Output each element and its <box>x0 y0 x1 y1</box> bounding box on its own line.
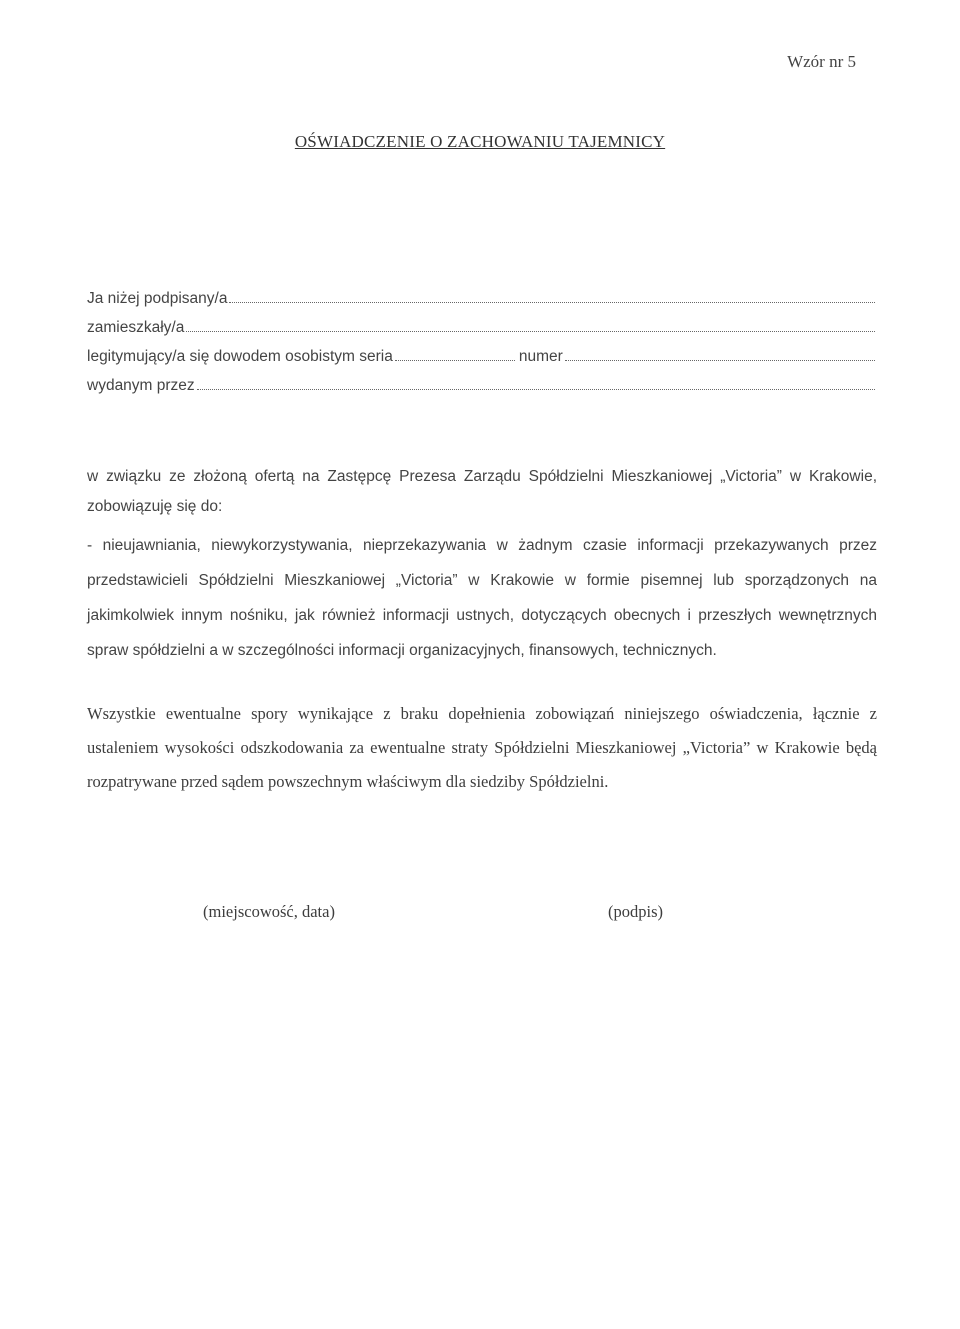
commitment-intro-paragraph: w związku ze złożoną ofertą na Zastępcę Prezesa Zarządu Spółdzielni Mieszkaniowej „Victoria” w Krakowie, zobowiązuję się do: <box>87 468 877 515</box>
residence-field-label: zamieszkały/a <box>87 319 185 336</box>
document-title: OŚWIADCZENIE O ZACHOWANIU TAJEMNICY <box>294 132 666 151</box>
template-label: Wzór nr 5 <box>787 52 856 71</box>
id-number-fill-line <box>565 359 875 361</box>
issued-by-field-line <box>87 377 875 406</box>
signature-label: (podpis) <box>608 902 663 921</box>
id-series-fill-line <box>395 359 515 361</box>
id-number-field-label: numer <box>518 348 563 365</box>
name-fill-line <box>229 301 875 303</box>
disputes-paragraph: Wszystkie ewentualne spory wynikające z braku dopełnienia zobowiązań niniejszego oświadczenia, łącznie z ustaleniem wysokości odszkodowania za ewentualne straty Spółdzielni Mieszkaniowej „Victoria” w Krakowie będą rozpatrywane przed sądem powszechnym właściwym dla siedziby Spółdzielni. <box>87 704 877 791</box>
id-series-field-label: legitymujący/a się dowodem osobistym seria <box>87 348 393 365</box>
confidentiality-obligation-paragraph: - nieujawniania, niewykorzystywania, nieprzekazywania w żadnym czasie informacji przekazywanych przez przedstawicieli Spółdzielni Mieszkaniowej „Victoria” w Krakowie w formie pisemnej lub sporządzonych na jakimkolwiek innym nośniku, jak również informacji ustnych, dotyczących obecnych i przeszłych wewnętrznych spraw spółdzielni a w szczególności informacji organizacyjnych, finansowych, technicznych. <box>87 537 877 659</box>
personal-data-fields <box>87 290 875 406</box>
issued-by-fill-line <box>197 388 875 390</box>
issued-by-field-label: wydanym przez <box>87 377 195 394</box>
name-field-label: Ja niżej podpisany/a <box>87 290 228 307</box>
name-field-line <box>87 290 875 319</box>
residence-field-line <box>87 319 875 348</box>
place-date-label: (miejscowość, data) <box>203 902 335 921</box>
id-field-line <box>87 348 875 377</box>
residence-fill-line <box>186 330 875 332</box>
